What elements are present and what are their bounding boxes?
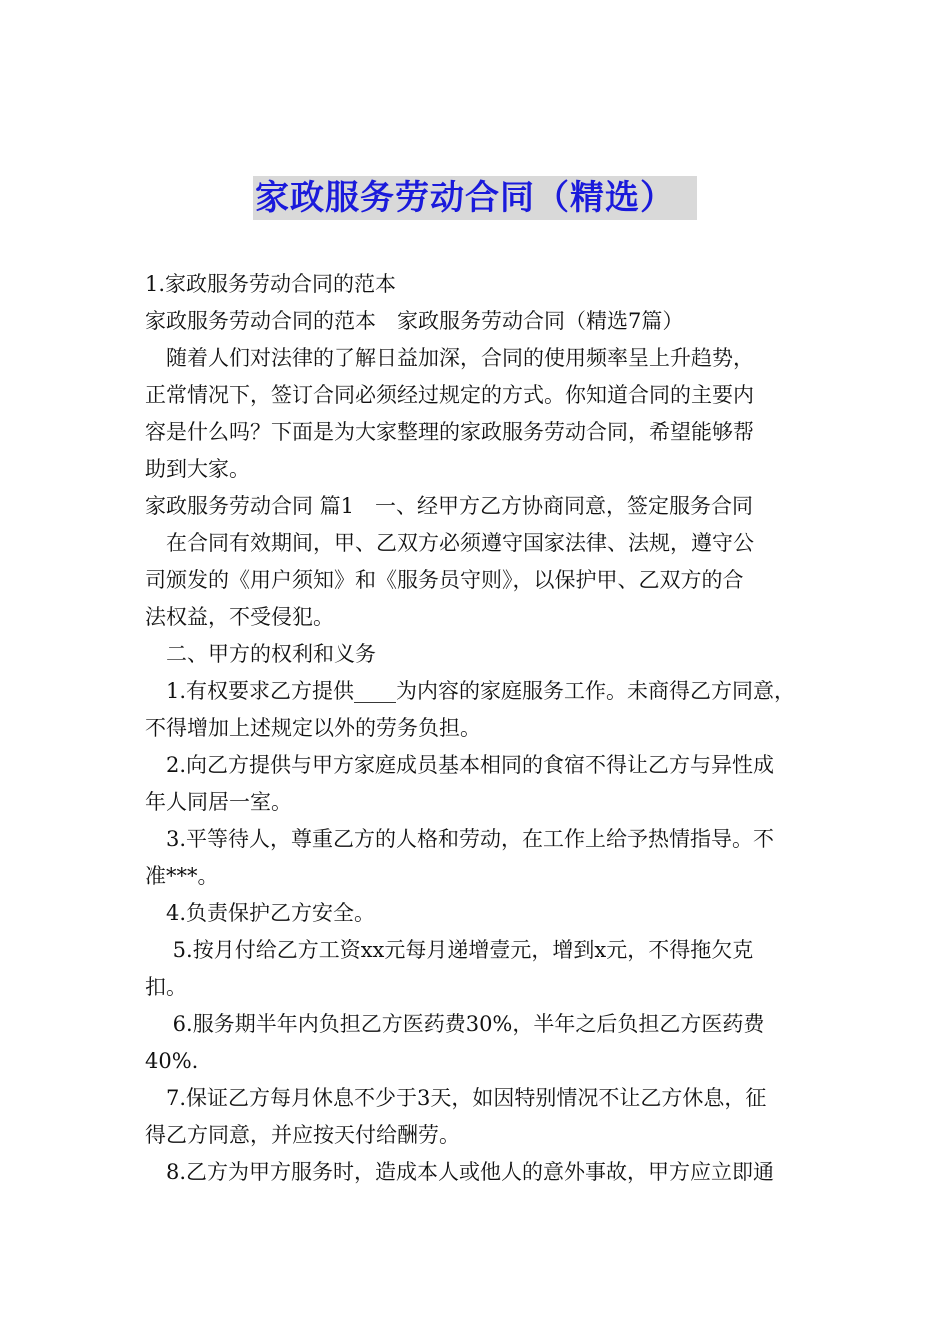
text-line: 1.有权要求乙方提供____为内容的家庭服务工作。未商得乙方同意，: [145, 679, 796, 703]
paragraph: [145, 636, 810, 673]
text-line: 助到大家。: [145, 457, 250, 481]
text-line: 8.乙方为甲方服务时，造成本人或他人的意外事故，甲方应立即通: [145, 1160, 775, 1184]
text-line: 年人同居一室。: [145, 790, 292, 814]
text-line: 5.按月付给乙方工资xx元每月递增壹元，增到x元，不得拖欠克: [145, 938, 754, 962]
text-line: 2.向乙方提供与甲方家庭成员基本相同的食宿不得让乙方与异性成: [145, 753, 775, 777]
text-line: 得乙方同意，并应按天付给酬劳。: [145, 1123, 460, 1147]
text-line: 容是什么吗？下面是为大家整理的家政服务劳动合同，希望能够帮: [145, 420, 754, 444]
text-line: 3.平等待人，尊重乙方的人格和劳动，在工作上给予热情指导。不: [145, 827, 775, 851]
paragraph: [145, 488, 810, 525]
text-line: 6.服务期半年内负担乙方医药费30%，半年之后负担乙方医药费: [145, 1012, 765, 1036]
paragraph: [145, 340, 810, 488]
text-line: 在合同有效期间，甲、乙双方必须遵守国家法律、法规，遵守公: [145, 531, 754, 555]
paragraph: [145, 525, 810, 636]
paragraph: [145, 1080, 810, 1154]
text-line: 司颁发的《用户须知》和《服务员守则》，以保护甲、乙双方的合: [145, 568, 744, 592]
paragraph: [145, 266, 810, 303]
text-line: 随着人们对法律的了解日益加深，合同的使用频率呈上升趋势，: [145, 346, 754, 370]
paragraph: [145, 1154, 810, 1191]
text-line: 40%.: [145, 1049, 199, 1073]
document-title: 家政服务劳动合同（精选）: [253, 176, 697, 220]
text-line: 家政服务劳动合同 篇1 一、经甲方乙方协商同意，签定服务合同: [145, 494, 754, 518]
text-line: 正常情况下，签订合同必须经过规定的方式。你知道合同的主要内: [145, 383, 754, 407]
text-line: 4.负责保护乙方安全。: [145, 901, 376, 925]
text-line: 二、甲方的权利和义务: [145, 642, 376, 666]
text-line: 7.保证乙方每月休息不少于3天，如因特别情况不让乙方休息，征: [145, 1086, 767, 1110]
title-container: [0, 176, 950, 220]
paragraph: [145, 821, 810, 895]
text-line: 1.家政服务劳动合同的范本: [145, 272, 397, 296]
paragraph: [145, 673, 810, 747]
text-line: 不得增加上述规定以外的劳务负担。: [145, 716, 481, 740]
paragraph: [145, 747, 810, 821]
paragraph: [145, 932, 810, 1006]
paragraph: [145, 895, 810, 932]
text-line: 家政服务劳动合同的范本 家政服务劳动合同（精选7篇）: [145, 309, 684, 333]
paragraph: [145, 1006, 810, 1080]
document-body: [145, 266, 810, 1191]
text-line: 扣。: [145, 975, 187, 999]
text-line: 法权益，不受侵犯。: [145, 605, 334, 629]
paragraph: [145, 303, 810, 340]
text-line: 准***。: [145, 864, 219, 888]
